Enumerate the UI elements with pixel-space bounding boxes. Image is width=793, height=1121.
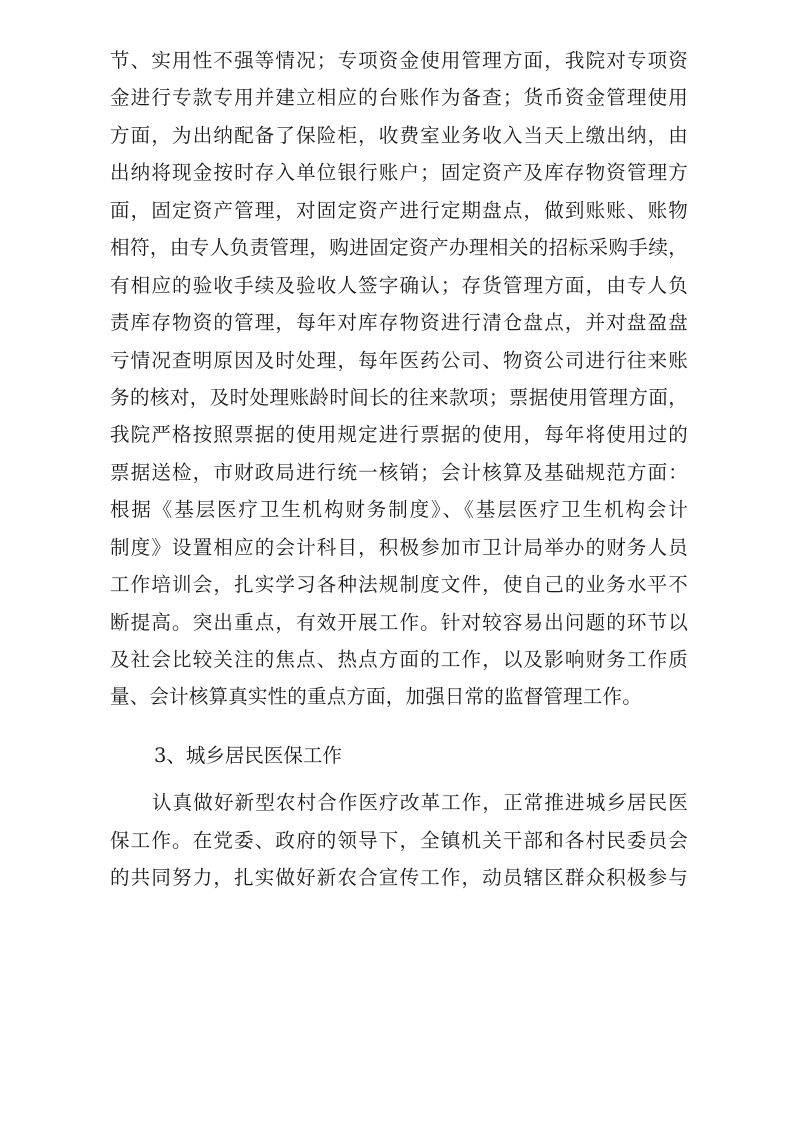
text-line: 的共同努力，扎实做好新农合宣传工作，动员辖区群众积极参与 — [110, 866, 688, 890]
section-heading-3: 3、城乡居民医保工作 — [154, 743, 342, 767]
text-line: 金进行专款专用并建立相应的台账作为备查；货币资金管理使用 — [110, 86, 688, 110]
document-page — [110, 42, 688, 897]
text-line: 及社会比较关注的焦点、热点方面的工作，以及影响财务工作质 — [110, 648, 688, 671]
text-line: 断提高。突出重点，有效开展工作。针对较容易出问题的环节以 — [110, 610, 688, 634]
text-line: 保工作。在党委、政府的领导下，全镇机关干部和各村民委员会 — [110, 828, 688, 852]
paragraph-finance-management — [110, 42, 688, 716]
text-line: 面，固定资产管理，对固定资产进行定期盘点，做到账账、账物 — [110, 198, 688, 222]
text-line: 亏情况查明原因及时处理，每年医药公司、物资公司进行往来账 — [110, 348, 688, 372]
text-line: 认真做好新型农村合作医疗改革工作，正常推进城乡居民医 — [152, 791, 688, 815]
text-line: 务的核对，及时处理账龄时间长的往来款项；票据使用管理方面， — [110, 385, 688, 409]
text-line: 制度》设置相应的会计科目，积极参加市卫计局举办的财务人员 — [110, 535, 688, 559]
text-line: 工作培训会，扎实学习各种法规制度文件，使自己的业务水平不 — [110, 573, 688, 597]
paragraph-medical-insurance — [110, 784, 688, 896]
text-line: 我院严格按照票据的使用规定进行票据的使用，每年将使用过的 — [110, 423, 688, 447]
text-line: 量、会计核算真实性的重点方面，加强日常的监督管理工作。 — [110, 685, 642, 709]
text-line: 出纳将现金按时存入单位银行账户；固定资产及库存物资管理方 — [110, 161, 688, 185]
text-line: 根据《基层医疗卫生机构财务制度》、《基层医疗卫生机构会计 — [110, 498, 688, 522]
text-line: 方面，为出纳配备了保险柜，收费室业务收入当天上缴出纳，由 — [110, 123, 688, 147]
text-line: 有相应的验收手续及验收人签字确认；存货管理方面，由专人负 — [110, 273, 688, 297]
text-line: 相符，由专人负责管理，购进固定资产办理相关的招标采购手续， — [110, 236, 688, 260]
text-line: 节、实用性不强等情况；专项资金使用管理方面，我院对专项资 — [110, 49, 688, 72]
text-line: 票据送检，市财政局进行统一核销；会计核算及基础规范方面： — [110, 460, 688, 484]
text-line: 责库存物资的管理，每年对库存物资进行清仓盘点，并对盘盈盘 — [110, 311, 688, 335]
